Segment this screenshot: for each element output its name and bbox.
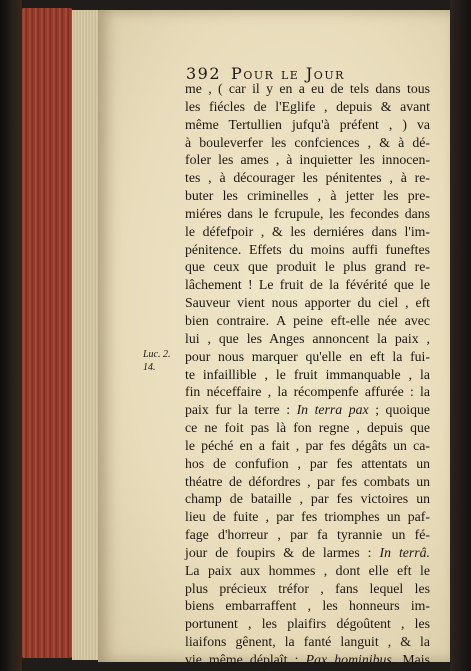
text-line — [185, 312, 430, 330]
text-line — [185, 419, 430, 437]
text-segment: miéres dans le fcrupule, les fecondes dans — [185, 205, 430, 221]
text-segment: biens embarraffent , les honneurs im- — [185, 598, 430, 614]
text-segment: lui , que les Anges annoncent la paix , — [185, 330, 430, 346]
book-red-page-edge — [22, 8, 72, 658]
text-segment: me , ( car il y en a eu de tels dans tous — [185, 81, 430, 96]
margin-reference — [143, 348, 171, 374]
text-line — [185, 597, 430, 615]
page-number: 392 — [186, 64, 222, 83]
text-segment: pénitence. Effets du moins auffi funeftes — [185, 241, 430, 257]
running-title: Pour le Jour — [231, 64, 345, 83]
latin-quotation: Pax hominibus. — [305, 652, 396, 667]
text-segment: La paix aux hommes , dont elle eft le — [185, 562, 430, 578]
text-line — [185, 80, 430, 98]
text-segment: hos de confufion , par fes attentats un — [185, 455, 430, 471]
text-segment: Sauveur vient nous apporter du ciel , eft — [185, 295, 430, 311]
text-line — [185, 276, 430, 294]
text-segment: le défefpoir , & les derniéres dans l'im- — [185, 223, 430, 239]
text-line — [185, 223, 430, 241]
text-line — [185, 366, 430, 384]
text-segment: paix fur la terre : — [185, 402, 297, 418]
text-line — [185, 615, 430, 633]
text-segment: les fiécles de l'Eglife , depuis & avant — [185, 98, 430, 114]
text-line — [185, 98, 430, 116]
text-segment: foler les ames , à inquietter les innocen- — [185, 152, 430, 168]
book-page-block — [72, 10, 100, 660]
text-line — [185, 348, 430, 366]
book-right-edge — [450, 0, 471, 671]
text-line — [185, 437, 430, 455]
text-segment: théatre de défordres , par fes combats un — [185, 473, 430, 489]
text-line — [185, 651, 430, 669]
margin-reference-line: 14. — [143, 362, 156, 373]
text-line — [185, 241, 430, 259]
text-line — [185, 330, 430, 348]
book-spine-edge — [0, 0, 22, 671]
text-segment: ce ne foit pas là fon regne , depuis que — [185, 420, 430, 436]
text-line — [185, 526, 430, 544]
text-line — [185, 151, 430, 169]
text-segment: portunent , les plaifirs dégoûtent , les — [185, 616, 430, 632]
page-body-text — [185, 80, 430, 669]
text-line — [185, 205, 430, 223]
text-line — [185, 134, 430, 152]
text-segment: plus précieux tréfor , fans lequel les — [185, 580, 430, 596]
text-segment: vie même déplaît : — [185, 652, 306, 667]
text-line — [185, 455, 430, 473]
text-line — [185, 169, 430, 187]
text-line — [185, 580, 430, 598]
text-segment: liaifons gênent, la fanté languit , & la — [185, 634, 430, 650]
text-line — [185, 401, 430, 419]
text-segment: le péché en a fait , par fes dégâts un ca- — [185, 437, 430, 453]
text-line — [185, 383, 430, 401]
text-line — [185, 508, 430, 526]
text-segment: champ de bataille , par fes victoires un — [185, 491, 430, 507]
text-segment: tes , à décourager les pénitentes , à re- — [185, 170, 430, 186]
margin-reference-line: Luc. 2. — [143, 349, 171, 360]
text-segment: jour de foupirs & de larmes : — [185, 544, 380, 560]
text-line — [185, 633, 430, 651]
text-segment: te infaillible , le fruit immanquable , la — [185, 366, 430, 382]
text-segment: à bouleverfer les confciences , & à dé- — [185, 134, 430, 150]
text-segment: fin néceffaire , la récompenfe affurée : la — [185, 384, 430, 400]
text-segment: bien contraire. A peine eft-elle née avec — [185, 312, 430, 328]
text-segment: buter les criminelles , à jetter les pre- — [185, 188, 430, 204]
text-line — [185, 473, 430, 491]
text-segment: pour nous marquer qu'elle en eft la fui- — [185, 348, 430, 364]
text-line — [185, 116, 430, 134]
text-segment: Mais — [395, 652, 431, 667]
text-segment: que ceux que produit le plus grand re- — [185, 259, 430, 275]
text-line — [185, 258, 430, 276]
text-line — [185, 490, 430, 508]
text-line — [185, 294, 430, 312]
text-line — [185, 562, 430, 580]
text-segment: même Tertullien jufqu'à préfent , ) va — [185, 116, 430, 132]
text-line — [185, 187, 430, 205]
text-segment: lâchement ! Le fruit de la févérité que le — [185, 277, 430, 293]
latin-quotation: In terrâ. — [379, 544, 430, 560]
text-segment: fage d'horreur , par fa tyrannie un fé- — [185, 527, 430, 543]
text-line — [185, 544, 430, 562]
text-segment: ; quoique — [368, 402, 431, 418]
text-segment: lieu de fuite , par fes triomphes un paf- — [185, 509, 430, 525]
latin-quotation: In terra pax — [296, 402, 369, 418]
